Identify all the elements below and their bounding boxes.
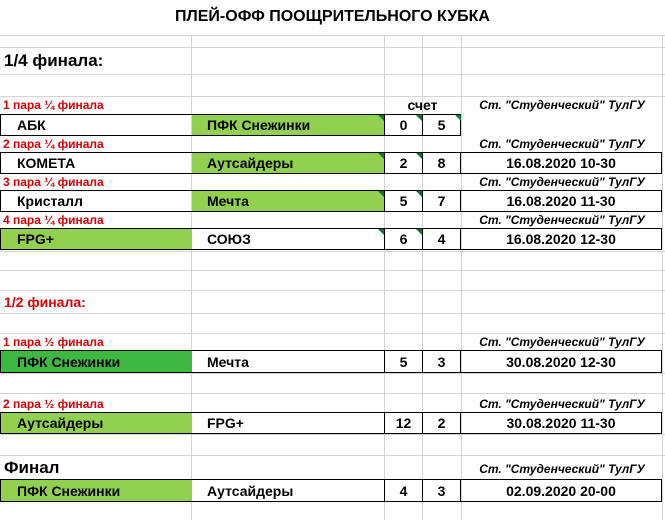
team-cell[interactable]: КОМЕТА: [0, 152, 192, 174]
date-cell[interactable]: 30.08.2020 12-30: [461, 350, 662, 373]
team-cell-winner[interactable]: Аутсайдеры: [192, 152, 384, 174]
gridline: [0, 373, 665, 374]
team-cell-winner[interactable]: ПФК Снежинки: [0, 479, 192, 502]
pair-label: 4 пара ¼ финала: [3, 213, 104, 227]
date-cell[interactable]: [461, 114, 662, 136]
gridline: [0, 35, 665, 36]
pair-label: 2 пара ¼ финала: [3, 137, 104, 151]
date-cell[interactable]: 16.08.2020 12-30: [461, 228, 662, 250]
pair-label: 1 пара ½ финала: [3, 335, 104, 349]
gridline: [191, 35, 192, 520]
team-cell[interactable]: СОЮЗ: [192, 228, 384, 250]
comment-marker-icon: [378, 191, 384, 197]
gridline: [0, 270, 665, 271]
date-cell[interactable]: 30.08.2020 11-30: [461, 412, 662, 434]
date-cell[interactable]: 16.08.2020 10-30: [461, 152, 662, 174]
comment-marker-icon: [416, 115, 422, 121]
venue-label[interactable]: Ст. "Студенческий" ТулГУ: [479, 397, 645, 411]
score-cell[interactable]: 8: [422, 152, 461, 174]
venue-label[interactable]: Ст. "Студенческий" ТулГУ: [479, 175, 645, 189]
venue-label[interactable]: Ст. "Студенческий" ТулГУ: [479, 137, 645, 151]
team-cell[interactable]: Аутсайдеры: [192, 479, 384, 502]
score-cell[interactable]: 0: [384, 114, 422, 136]
date-cell[interactable]: 02.09.2020 20-00: [461, 479, 662, 502]
gridline: [662, 35, 663, 520]
venue-label[interactable]: Ст. "Студенческий" ТулГУ: [479, 335, 645, 349]
score-cell[interactable]: 5: [384, 350, 422, 373]
score-cell[interactable]: 4: [422, 228, 461, 250]
score-cell[interactable]: 7: [422, 190, 461, 212]
comment-marker-icon: [455, 115, 461, 121]
date-cell[interactable]: 16.08.2020 11-30: [461, 190, 662, 212]
score-cell[interactable]: 2: [384, 152, 422, 174]
gridline: [0, 434, 665, 435]
team-cell[interactable]: АБК: [0, 114, 192, 136]
pair-label: 2 пара ½ финала: [3, 397, 104, 411]
comment-marker-icon: [378, 115, 384, 121]
comment-marker-icon: [416, 191, 422, 197]
score-cell[interactable]: 12: [384, 412, 422, 434]
semi-heading: 1/2 финала:: [4, 294, 86, 310]
gridline: [0, 393, 665, 394]
pair-label: 3 пара ¼ финала: [3, 175, 104, 189]
pair-label: 1 пара ¼ финала: [3, 98, 104, 112]
score-cell[interactable]: 5: [422, 114, 461, 136]
score-cell[interactable]: 4: [384, 479, 422, 502]
gridline: [0, 251, 665, 252]
comment-marker-icon: [416, 229, 422, 235]
quarter-heading: 1/4 финала:: [4, 51, 104, 70]
comment-marker-icon: [416, 153, 422, 159]
team-cell-winner[interactable]: FPG+: [0, 228, 192, 250]
venue-label[interactable]: Ст. "Студенческий" ТулГУ: [479, 98, 645, 112]
team-cell[interactable]: FPG+: [192, 412, 384, 434]
team-cell-winner[interactable]: Аутсайдеры: [0, 412, 192, 434]
venue-label[interactable]: Ст. "Студенческий" ТулГУ: [479, 462, 645, 476]
team-cell-winner[interactable]: ПФК Снежинки: [192, 114, 384, 136]
score-cell[interactable]: 3: [422, 479, 461, 502]
score-cell[interactable]: 2: [422, 412, 461, 434]
score-cell[interactable]: 3: [422, 350, 461, 373]
team-cell[interactable]: Кристалл: [0, 190, 192, 212]
comment-marker-icon: [378, 153, 384, 159]
score-cell[interactable]: 5: [384, 190, 422, 212]
team-cell-winner[interactable]: ПФК Снежинки: [0, 350, 192, 373]
comment-marker-icon: [378, 229, 384, 235]
gridline: [0, 74, 665, 75]
page-title: ПЛЕЙ-ОФФ ПООЩРИТЕЛЬНОГО КУБКА: [175, 8, 490, 25]
venue-label[interactable]: Ст. "Студенческий" ТулГУ: [479, 213, 645, 227]
score-header: счет: [407, 96, 438, 113]
team-cell-winner[interactable]: Мечта: [192, 190, 384, 212]
gridline: [0, 313, 665, 314]
final-heading: Финал: [4, 458, 60, 477]
score-cell[interactable]: 6: [384, 228, 422, 250]
team-cell[interactable]: Мечта: [192, 350, 384, 373]
